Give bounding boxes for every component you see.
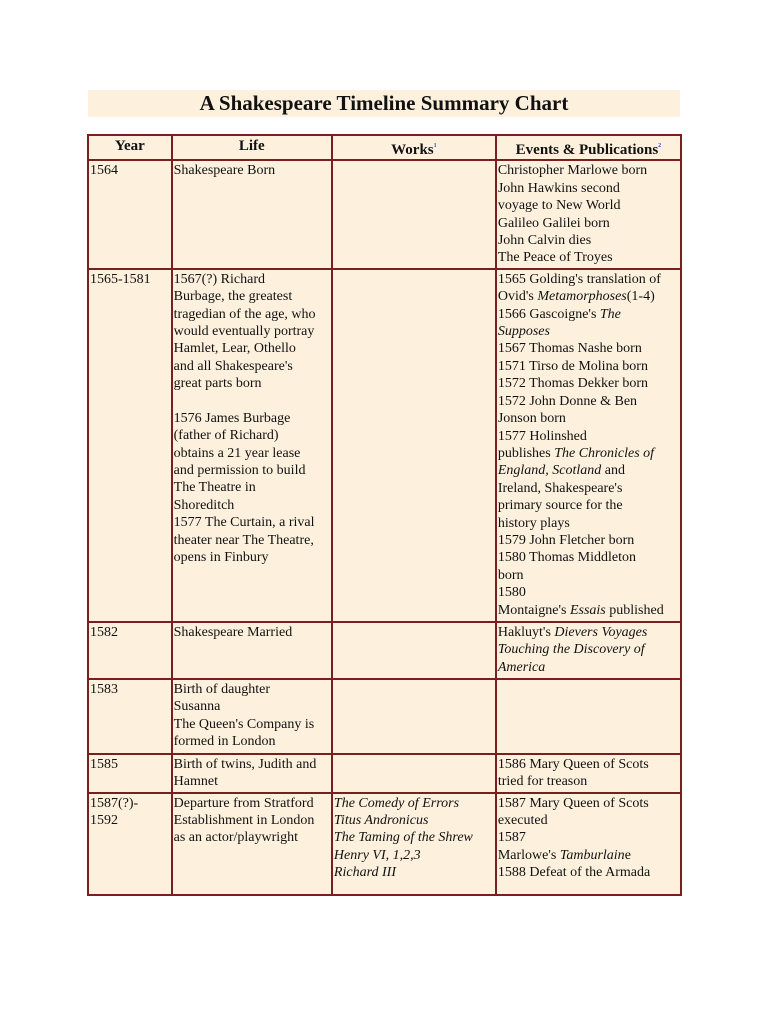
event-text: primary source for the xyxy=(497,498,623,514)
events-cell-line xyxy=(498,584,679,601)
events-cell-line xyxy=(498,567,679,584)
events-cell-line xyxy=(498,756,679,773)
events-cell-line xyxy=(498,306,679,323)
title-bar xyxy=(88,90,680,117)
events-cell-line xyxy=(498,847,679,864)
life-cell-line: would eventually portray xyxy=(173,324,315,340)
event-text: executed xyxy=(497,813,548,829)
life-cell-line: tragedian of the age, who xyxy=(173,306,316,322)
works-cell-line: The Taming of the Shrew xyxy=(333,830,473,846)
events-cell-line xyxy=(498,232,679,249)
life-cell xyxy=(172,793,332,895)
year-cell-line: 1592 xyxy=(90,813,118,829)
events-cell-line xyxy=(498,624,679,641)
italic-title: The xyxy=(599,306,621,322)
life-cell xyxy=(172,160,332,268)
life-cell xyxy=(172,679,332,754)
life-cell-line: and permission to build xyxy=(173,462,306,478)
works-cell xyxy=(332,160,496,268)
event-text: 1586 Mary Queen of Scots xyxy=(497,756,649,772)
table-row xyxy=(88,269,681,622)
life-cell-line: 1577 The Curtain, a rival xyxy=(173,515,315,531)
table-row xyxy=(88,793,681,895)
life-cell-line: The Queen's Company is xyxy=(173,716,315,732)
event-text: Hakluyt's xyxy=(497,624,555,640)
event-text: published xyxy=(605,602,664,618)
event-text: 1577 Holinshed xyxy=(497,428,587,444)
event-text: 1580 xyxy=(497,585,526,601)
life-cell-line: Shakespeare Married xyxy=(173,624,293,640)
italic-title: England, Scotland xyxy=(497,463,602,479)
timeline-table xyxy=(87,134,682,896)
events-cell-line xyxy=(498,162,679,179)
header-row xyxy=(88,135,681,160)
event-text: Galileo Galilei born xyxy=(497,215,610,231)
life-cell-line: great parts born xyxy=(173,376,262,392)
events-cell-line xyxy=(498,271,679,288)
works-cell xyxy=(332,754,496,793)
events-cell-line xyxy=(498,215,679,232)
events-cell-line xyxy=(498,428,679,445)
life-cell-line: Burbage, the greatest xyxy=(173,289,293,305)
works-cell-line: Titus Andronicus xyxy=(333,813,429,829)
life-cell-line: Establishment in London xyxy=(173,813,315,829)
event-text: Jonson born xyxy=(497,411,566,427)
events-cell-line xyxy=(498,641,679,658)
events-cell-line xyxy=(498,462,679,479)
italic-title: America xyxy=(497,659,546,675)
events-cell xyxy=(496,754,681,793)
events-cell xyxy=(496,793,681,895)
works-cell xyxy=(332,793,496,895)
italic-title: Touching the Discovery of xyxy=(497,642,645,658)
page-title: A Shakespeare Timeline Summary Chart xyxy=(199,91,569,115)
life-cell-line: Departure from Stratford xyxy=(173,795,314,811)
events-cell-line xyxy=(498,410,679,427)
event-text: 1587 Mary Queen of Scots xyxy=(497,795,649,811)
works-cell-line: The Comedy of Errors xyxy=(333,795,460,811)
event-text: Ovid's xyxy=(497,289,538,305)
year-cell xyxy=(88,679,172,754)
table-row xyxy=(88,754,681,793)
event-text: and xyxy=(601,463,625,479)
event-text: 1587 xyxy=(497,830,526,846)
events-cell-line xyxy=(498,532,679,549)
event-text: (1-4) xyxy=(626,289,655,305)
year-cell-line: 1585 xyxy=(90,756,118,772)
header-events-label: Events & Publications xyxy=(515,142,659,158)
header-year-label: Year xyxy=(114,138,145,154)
life-cell-line: 1576 James Burbage xyxy=(173,410,291,426)
life-cell-line: Shoreditch xyxy=(173,497,235,513)
life-cell-line: formed in London xyxy=(173,734,276,750)
life-cell-line: theater near The Theatre, xyxy=(173,532,314,548)
event-text: publishes xyxy=(497,445,555,461)
events-cell-line xyxy=(498,445,679,462)
events-cell-line xyxy=(498,480,679,497)
event-text: 1579 John Fletcher born xyxy=(497,532,635,548)
year-cell xyxy=(88,269,172,622)
italic-title: Supposes xyxy=(497,324,550,340)
header-year xyxy=(88,135,172,160)
life-cell-line: The Theatre in xyxy=(173,480,256,496)
year-cell xyxy=(88,754,172,793)
event-text: voyage to New World xyxy=(497,198,621,214)
events-cell-line xyxy=(498,497,679,514)
events-cell-line xyxy=(498,515,679,532)
works-cell-line: Henry VI, 1,2,3 xyxy=(333,847,421,863)
header-life-label: Life xyxy=(238,138,265,154)
event-text: 1588 Defeat of the Armada xyxy=(497,865,651,881)
events-cell xyxy=(496,160,681,268)
life-cell-line: Susanna xyxy=(173,699,221,715)
table-header xyxy=(88,135,681,160)
table-row xyxy=(88,160,681,268)
works-cell xyxy=(332,269,496,622)
life-cell-line: obtains a 21 year lease xyxy=(173,445,301,461)
events-cell xyxy=(496,679,681,754)
italic-title: The Chronicles of xyxy=(554,445,655,461)
header-works xyxy=(332,135,496,160)
year-cell xyxy=(88,160,172,268)
events-cell-line xyxy=(498,288,679,305)
header-works-label: Works xyxy=(391,142,434,158)
life-cell-line: as an actor/playwright xyxy=(173,830,299,846)
event-text: born xyxy=(497,567,524,583)
event-text: Montaigne's xyxy=(497,602,570,618)
footnote-link-2[interactable]: 2 xyxy=(658,143,662,149)
events-cell-line xyxy=(498,197,679,214)
events-cell-line xyxy=(498,323,679,340)
events-cell-line xyxy=(498,864,679,881)
life-cell-line: Shakespeare Born xyxy=(173,163,276,179)
event-text: 1580 Thomas Middleton xyxy=(497,550,637,566)
footnote-link-1[interactable]: 1 xyxy=(433,143,437,149)
event-text: The Peace of Troyes xyxy=(497,250,613,266)
events-cell-line xyxy=(498,795,679,812)
italic-title: Essais xyxy=(569,602,606,618)
life-cell xyxy=(172,269,332,622)
events-cell xyxy=(496,269,681,622)
event-text: 1572 Thomas Dekker born xyxy=(497,376,649,392)
works-cell-line: Richard III xyxy=(333,865,396,881)
italic-title: Metamorphoses xyxy=(537,289,627,305)
event-text: Christopher Marlowe born xyxy=(497,163,648,179)
events-cell xyxy=(496,622,681,679)
life-cell xyxy=(172,622,332,679)
event-text: 1572 John Donne & Ben xyxy=(497,393,638,409)
events-cell-line xyxy=(498,340,679,357)
events-cell-line xyxy=(498,549,679,566)
event-text: 1565 Golding's translation of xyxy=(497,271,661,287)
life-cell xyxy=(172,754,332,793)
life-cell-line: (father of Richard) xyxy=(173,428,279,444)
life-cell-line: opens in Finbury xyxy=(173,549,269,565)
event-text: John Calvin dies xyxy=(497,233,592,249)
events-cell-line xyxy=(498,393,679,410)
works-cell xyxy=(332,622,496,679)
year-cell-line: 1587(?)- xyxy=(90,795,139,811)
event-text: 1566 Gascoigne's xyxy=(497,306,600,322)
events-cell-line xyxy=(498,812,679,829)
events-cell-line xyxy=(498,180,679,197)
event-text: Marlowe's xyxy=(497,847,560,863)
life-cell-line: 1567(?) Richard xyxy=(173,271,265,287)
event-text: Ireland, Shakespeare's xyxy=(497,480,623,496)
life-cell-line: and all Shakespeare's xyxy=(173,358,293,374)
italic-title: Tamburlain xyxy=(559,847,625,863)
event-text: 1567 Thomas Nashe born xyxy=(497,341,642,357)
event-text: 1571 Tirso de Molina born xyxy=(497,358,648,374)
life-cell-line xyxy=(174,393,330,410)
year-cell-line: 1564 xyxy=(90,163,118,179)
events-cell-line xyxy=(498,829,679,846)
events-cell-line xyxy=(498,773,679,790)
events-cell-line xyxy=(498,249,679,266)
header-life xyxy=(172,135,332,160)
year-cell xyxy=(88,622,172,679)
events-cell-line xyxy=(498,358,679,375)
event-text: John Hawkins second xyxy=(497,180,620,196)
events-cell-line xyxy=(498,602,679,619)
table-row xyxy=(88,622,681,679)
events-cell-line xyxy=(498,375,679,392)
year-cell-line: 1565-1581 xyxy=(90,271,151,287)
life-cell-line: Hamnet xyxy=(173,774,218,790)
event-text: history plays xyxy=(497,515,570,531)
header-events xyxy=(496,135,681,160)
year-cell-line: 1583 xyxy=(90,681,118,697)
italic-title: Dievers Voyages xyxy=(554,624,648,640)
year-cell-line: 1582 xyxy=(90,624,118,640)
event-text: tried for treason xyxy=(497,774,588,790)
table-body xyxy=(88,160,681,894)
event-text: e xyxy=(624,847,631,863)
events-cell-line xyxy=(498,659,679,676)
life-cell-line: Hamlet, Lear, Othello xyxy=(173,341,296,357)
works-cell xyxy=(332,679,496,754)
life-cell-line: Birth of twins, Judith and xyxy=(173,756,317,772)
life-cell-line: Birth of daughter xyxy=(173,681,271,697)
year-cell xyxy=(88,793,172,895)
table-row xyxy=(88,679,681,754)
